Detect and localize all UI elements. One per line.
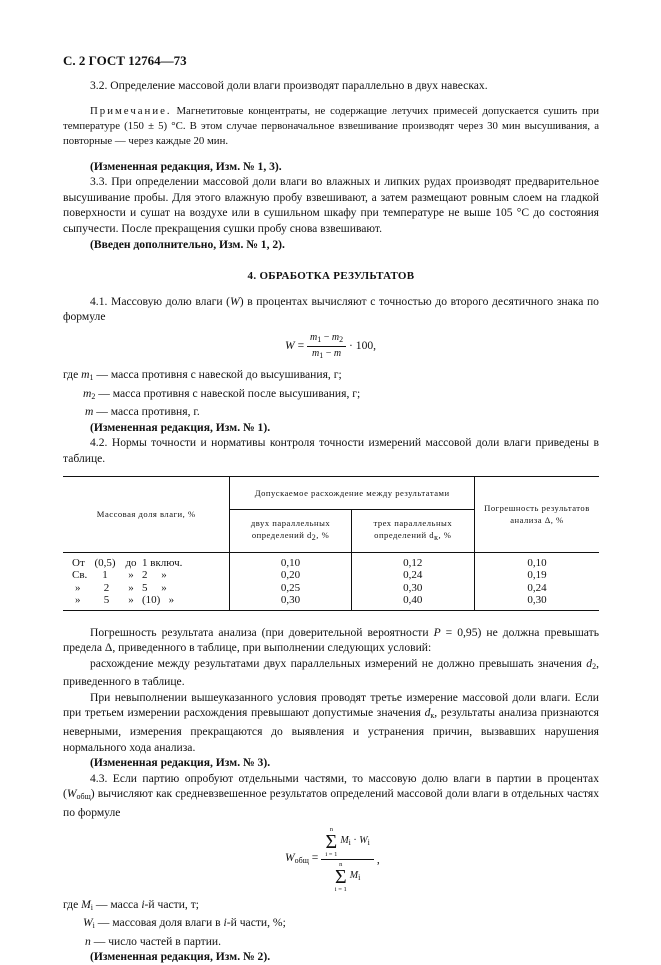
paragraph-4-1: 4.1. Массовую долю влаги (W) в процентах вычисляют с точностью до второго десятичного знака по формуле: [63, 294, 599, 324]
table-header-group: Допускаемое расхождение между результатами: [230, 476, 474, 509]
table-row: Св. 1 » 2 » 0,20 0,24 0,19: [63, 569, 599, 582]
formula-fraction: $\frac{m_1 - m_2}{m_1 - m}$: [307, 331, 346, 362]
edition-note-2: (Введен дополнительно, Изм. № 1, 2).: [90, 237, 285, 251]
edition-note-1: (Измененная редакция, Изм. № 1, 3).: [90, 159, 282, 173]
note-text: Магнетитовые концентраты, не содержащие летучих примесей допускается сушить при температуре (150 ± 5) °С. В этом случае первоначальное взвешивание производят через 30 мин высушивания, а повторные — через каждые 20 мин.: [63, 104, 599, 147]
definition-m: m — масса противня, г.: [85, 405, 200, 419]
paragraph-condition-2: При невыполнении вышеуказанного условия проводят третье измерение массовой доли влаги. Если при третьем измерении расхождения превышают допустимые значения $d_к$, результаты анализа признаются неверными, измерения прекращаются до выявления и устранения причин, вызвавших нарушения нормального хода анализа.: [63, 690, 599, 754]
paragraph-condition-1: расхождение между результатами двух параллельных измерений не должно превышать значения $d_2$, приведенного в таблице.: [63, 656, 599, 689]
paragraph-3-2: 3.2. Определение массовой доли влаги производят параллельно в двух навесках.: [90, 79, 488, 92]
table-row: » 2 » 5 » 0,25 0,30 0,24: [63, 582, 599, 595]
definition-Mi: где $M_i$ — масса i-й части, т;: [63, 897, 199, 912]
table-header-mass-fraction: Массовая доля влаги, %: [63, 476, 230, 552]
formula-moisture: W = $\frac{m_1 - m_2}{m_1 - m}$ · 100,: [285, 331, 377, 360]
table-row: От (0,5) до 1 включ. 0,10 0,12 0,10: [63, 552, 599, 569]
definition-Wi: $W_i$ — массовая доля влаги в i-й части, %;: [83, 916, 286, 931]
paragraph-4-2: 4.2. Нормы точности и нормативы контроля точности измерений массовой доли влаги приведены в таблице.: [63, 436, 599, 465]
definition-m2: $m_2$ — масса противня с навеской после высушивания, г;: [83, 386, 361, 401]
edition-note-3: (Измененная редакция, Изм. № 1).: [90, 420, 271, 434]
table-row: » 5 » (10) » 0,30 0,40 0,30: [63, 594, 599, 610]
table-header-error: Погрешность результатов анализа Δ, %: [474, 476, 599, 552]
table-header-d2: двух параллельных определений d2, %: [230, 509, 351, 552]
section-heading-4: 4. ОБРАБОТКА РЕЗУЛЬТАТОВ: [247, 270, 415, 283]
definition-m1: где $m_1$ — масса противня с навеской до высушивания, г;: [63, 367, 342, 382]
table-header-dk: трех параллельных определений dк, %: [351, 509, 474, 552]
accuracy-table: [63, 476, 599, 611]
formula-weighted: $W_{общ}$ = n Σ i = 1 $M_i \cdot W_i$ n Σ i = 1 $M_i$ ,: [285, 826, 380, 894]
edition-note-5: (Измененная редакция, Изм. № 2).: [90, 950, 271, 964]
note-paragraph: [63, 104, 599, 149]
paragraph-3-3: 3.3. При определении массовой доли влаги во влажных и липких рудах производят предварительное высушивание пробы. Для этого влажную пробу взвешивают, а затем размещают ровным слоем на гладкой поверхности и сушат на воздухе или в сушильном шкафу при температуре не выше 105 °С до состояния сыпучести. После прекращения сушки пробу снова взвешивают.: [63, 175, 599, 235]
document-body: [63, 78, 599, 965]
definition-n: n — число частей в партии.: [85, 934, 222, 948]
formula-fraction-weighted: n Σ i = 1 $M_i \cdot W_i$ n Σ i = 1 $M_i$: [321, 826, 373, 893]
note-label: Примечание.: [90, 104, 172, 117]
paragraph-4-3: 4.3. Если партию опробуют отдельными частями, то массовую долю влаги в партии в процентах $(W_{общ})$ вычисляют как средневзвешенное результатов определений массовой доли влаги в отдельных частях по формуле: [63, 771, 599, 820]
edition-note-4: (Измененная редакция, Изм. № 3).: [90, 756, 271, 770]
page-header: С. 2 ГОСТ 12764—73: [63, 53, 187, 68]
paragraph-error: Погрешность результата анализа (при доверительной вероятности P = 0,95) не должна превышать предела Δ, приведенного в таблице, при выполнении следующих условий:: [63, 625, 600, 655]
